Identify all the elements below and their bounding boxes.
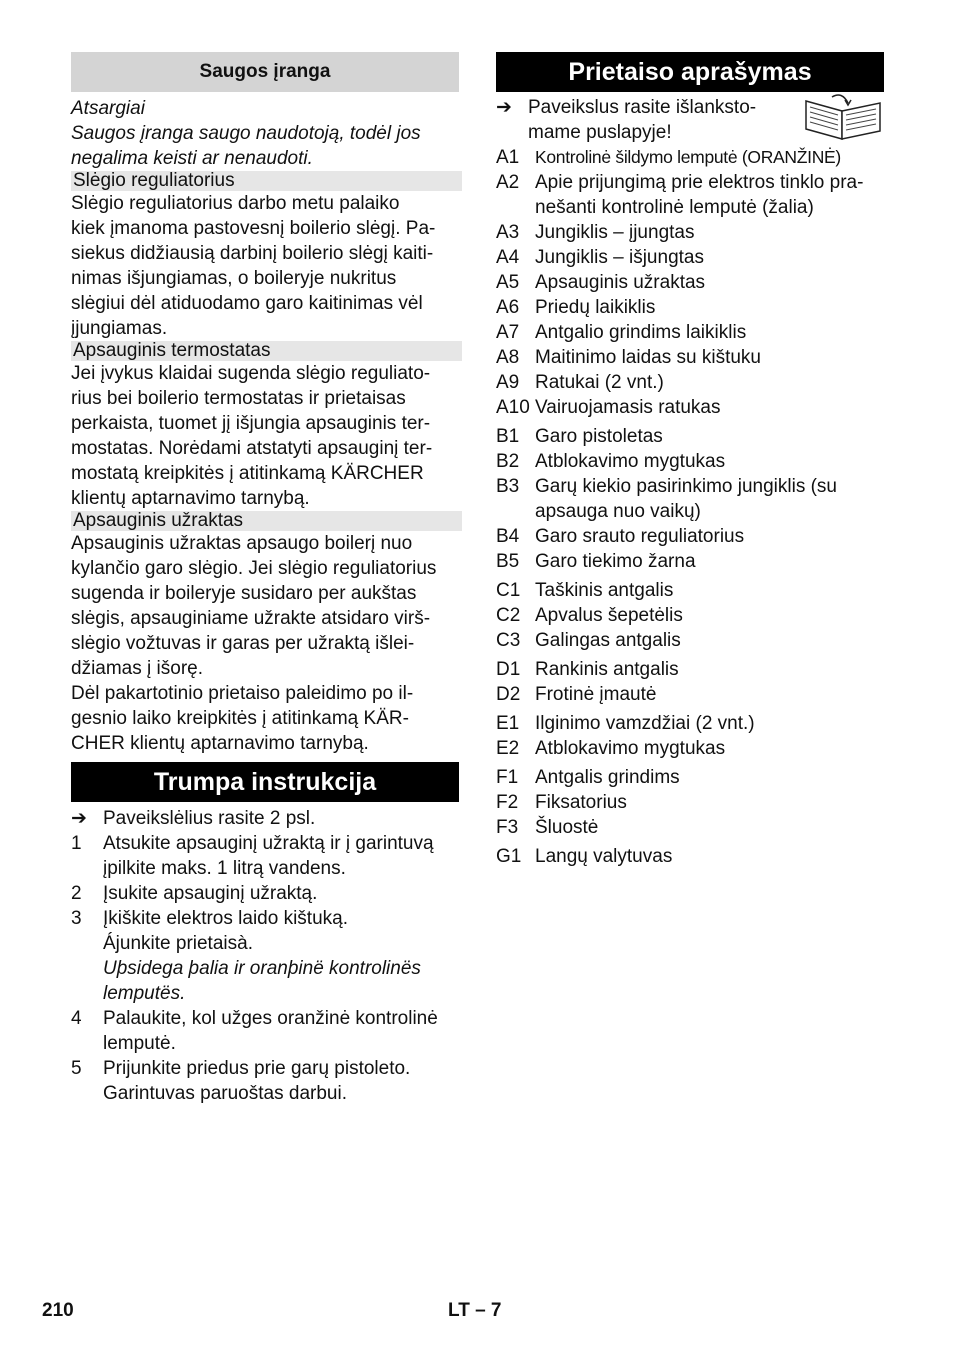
list-item: B5 Garo tiekimo žarna: [496, 551, 696, 572]
list-item: C3 Galingas antgalis: [496, 630, 681, 651]
section-safety-thermostat: Apsauginis termostatas Jei įvykus klaidai sugenda slėgio reguliato- rius bei boilerio termostatas ir prietaisas perkaista, tuomet jį išjungia apsauginis ter- mostatas. Norėdami atstatyti apsauginį ter- mostatą kreipkitės į atitinkamą KÄRCHER klientų aptarnavimo tarnybą.: [71, 341, 459, 511]
list-item: A5 Apsauginis užraktas: [496, 272, 706, 293]
section-title: Slėgio reguliatorius: [71, 171, 462, 191]
step-5: 5 Prijunkite priedus prie garų pistoleto. Garintuvas paruoštas darbui.: [71, 1058, 411, 1104]
open-book-icon: [802, 93, 884, 143]
section-title: Apsauginis termostatas: [71, 341, 462, 361]
safety-heading: Saugos įranga: [71, 52, 459, 92]
device-description-heading: Prietaiso aprašymas: [496, 52, 884, 92]
list-item: D2 Frotinė įmautė: [496, 684, 657, 705]
list-item: A9 Ratukai (2 vnt.): [496, 372, 664, 393]
step-2: 2 Įsukite apsauginį užraktą.: [71, 883, 318, 904]
step-4: 4 Palaukite, kol užges oranžinė kontrolinė lemputė.: [71, 1008, 438, 1054]
page-number: 210: [42, 1300, 74, 1321]
list-item: A10 Vairuojamasis ratukas: [496, 397, 721, 418]
parts-group-b: [496, 424, 884, 574]
list-item: E2 Atblokavimo mygtukas: [496, 738, 726, 759]
step-1: 1 Atsukite apsauginį užraktą ir į garintuvą įpilkite maks. 1 litrą vandens.: [71, 833, 434, 879]
list-item: E1 Ilginimo vamzdžiai (2 vnt.): [496, 713, 755, 734]
list-item: G1 Langų valytuvas: [496, 846, 673, 867]
list-item: F1 Antgalis grindims: [496, 767, 680, 788]
list-item: B4 Garo srauto reguliatorius: [496, 526, 745, 547]
list-item: A1 Kontrolinė šildymo lemputė (ORANŽINĖ): [496, 147, 841, 168]
list-item: B3 Garų kiekio pasirinkimo jungiklis (su apsauga nuo vaikų): [496, 476, 837, 522]
list-item: B2 Atblokavimo mygtukas: [496, 451, 726, 472]
quick-ref: ➔ Paveikslėlius rasite 2 psl.: [71, 808, 316, 829]
list-item: B1 Garo pistoletas: [496, 426, 663, 447]
section-pressure-regulator: Slėgio reguliatorius Slėgio reguliatorius darbo metu palaiko kiek įmanoma pastovesnį boilerio slėgį. Pa- siekus didžiausią darbinį boilerio slėgį kaiti- nimas išjungiamas, o boileryje nukritus slėgiui dėl atiduodamo garo kaitinimas vėl įjungiamas.: [71, 171, 459, 341]
list-item: A4 Jungiklis – išjungtas: [496, 247, 704, 268]
parts-group-e: [496, 711, 884, 761]
parts-group-g: [496, 844, 884, 869]
warning-text: Saugos įranga saugo naudotoją, todėl jos negalima keisti ar nenaudoti.: [71, 123, 421, 169]
list-item: D1 Rankinis antgalis: [496, 659, 679, 680]
left-column: [71, 52, 459, 1106]
step-3: 3 Įkiškite elektros laido kištuką. Ájunkite prietaisà. Uþsidega þalia ir oranþinë kontrolinës lemputës.: [71, 908, 421, 1004]
warning-label: Atsargiai: [71, 98, 145, 119]
list-item: A6 Priedų laikiklis: [496, 297, 656, 318]
list-item: A7 Antgalio grindims laikiklis: [496, 322, 747, 343]
quick-instructions-heading: Trumpa instrukcija: [71, 762, 459, 802]
language-page-label: LT – 7: [448, 1300, 502, 1321]
parts-group-a: [496, 145, 884, 420]
list-item: A2 Apie prijungimą prie elektros tinklo pra- nešanti kontrolinė lemputė (žalia): [496, 172, 864, 218]
section-safety-lock: Apsauginis užraktas Apsauginis užraktas apsaugo boilerį nuo kylančio garo slėgio. Jei slėgio reguliatorius sugenda ir boileryje susidaro per aukštas slėgis, apsauginiame užrakte atsidaro virš- slėgio vožtuvas ir garas per užraktą išlei- džiamas į išorę. Dėl pakartotinio prietaiso paleidimo po il- gesnio laiko kreipkitės į atitinkamą KÄR- CHER klientų aptarnavimo tarnybą.: [71, 511, 459, 756]
list-item: F2 Fiksatorius: [496, 792, 627, 813]
list-item: F3 Šluostė: [496, 817, 599, 838]
list-item: A3 Jungiklis – įjungtas: [496, 222, 695, 243]
right-arrow-icon: ➔: [496, 97, 512, 118]
list-item: C1 Taškinis antgalis: [496, 580, 674, 601]
parts-group-f: [496, 765, 884, 840]
list-item: C2 Apvalus šepetėlis: [496, 605, 683, 626]
device-ref: ➔ Paveikslus rasite išlanksto- mame puslapyje!: [496, 95, 884, 145]
parts-group-c: [496, 578, 884, 653]
list-item: A8 Maitinimo laidas su kištuku: [496, 347, 761, 368]
parts-group-d: [496, 657, 884, 707]
section-title: Apsauginis užraktas: [71, 511, 462, 531]
right-column: [496, 52, 884, 869]
right-arrow-icon: ➔: [71, 808, 87, 829]
